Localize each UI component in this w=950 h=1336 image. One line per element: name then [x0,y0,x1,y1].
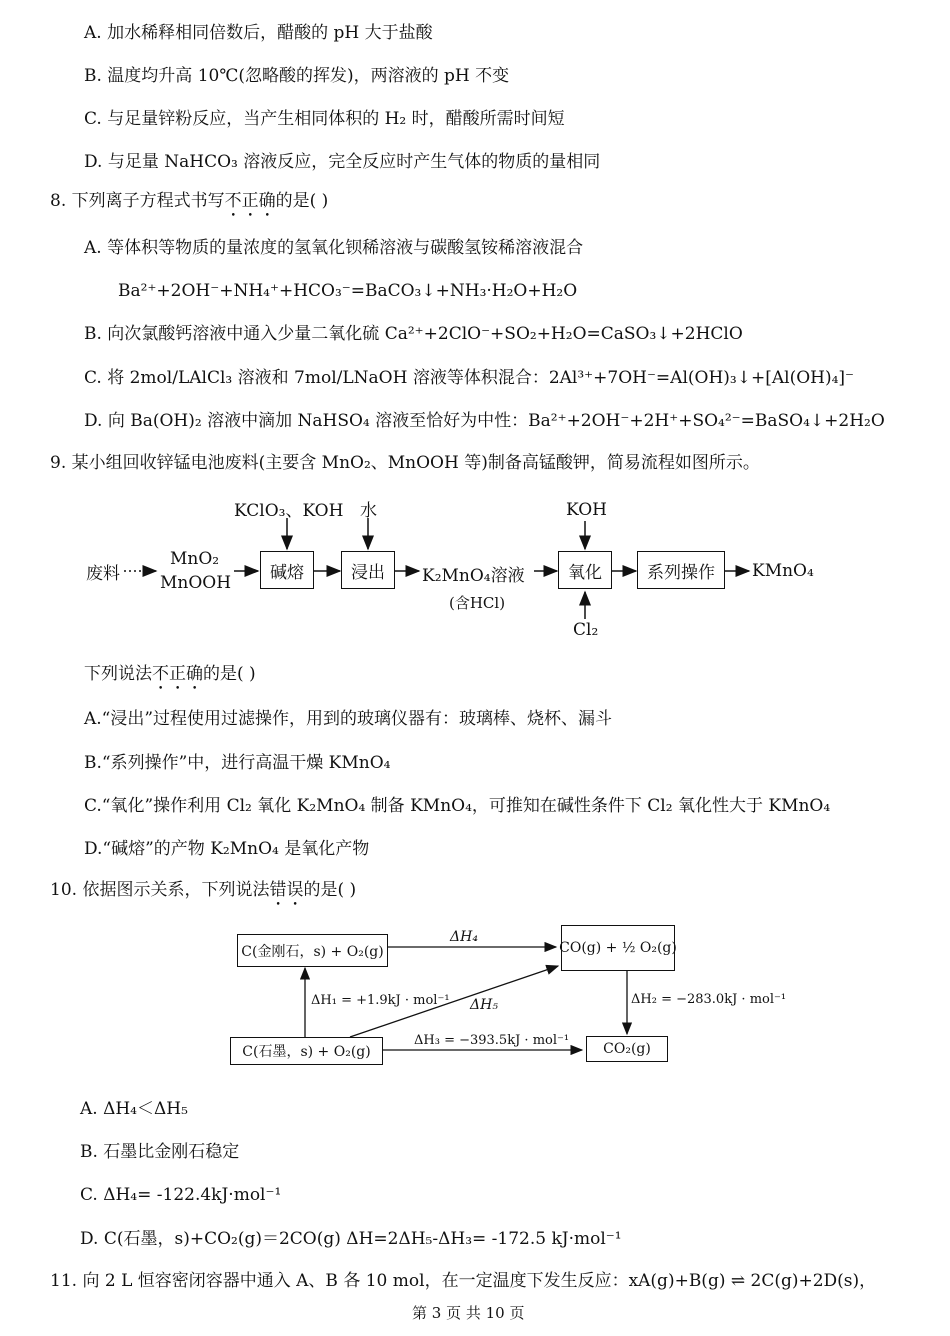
dh5-label: ΔH₅ [470,997,498,1013]
q7-option-c: C. 与足量锌粉反应，当产生相同体积的 H₂ 时，醋酸所需时间短 [84,109,565,129]
kmno4-product-label: KMnO₄ [752,561,814,581]
dh2-label: ΔH₂ = −283.0kJ · mol⁻¹ [631,992,787,1007]
q10-stem: 10. 依据图示关系，下列说法错误的是( ) [50,880,357,900]
alkali-fusion-box: 碱熔 [260,551,314,589]
q9-stem: 9. 某小组回收锌锰电池废料(主要含 MnO₂、MnOOH 等)制备高锰酸钾，简易流程如图所示。 [50,453,760,473]
series-operation-box: 系列操作 [637,551,725,589]
oxidation-box: 氧化 [558,551,612,589]
q8-option-a: A. 等体积等物质的量浓度的氢氧化钡稀溶液与碳酸氢铵稀溶液混合 [84,238,584,258]
waste-label: 废料 [86,564,120,584]
q7-option-b: B. 温度均升高 10℃(忽略酸的挥发)，两溶液的 pH 不变 [84,66,510,86]
hcl-note-label: (含HCl) [449,594,506,612]
q9-option-c: C.“氧化”操作利用 Cl₂ 氧化 K₂MnO₄ 制备 KMnO₄，可推知在碱性条件下 Cl₂ 氧化性大于 KMnO₄ [84,796,831,816]
q10-option-c: C. ΔH₄= -122.4kJ·mol⁻¹ [80,1185,282,1205]
q9-sub-stem: 下列说法不正确的是( ) [84,664,256,684]
q10-option-b: B. 石墨比金刚石稳定 [80,1142,240,1162]
q8-option-d: D. 向 Ba(OH)₂ 溶液中滴加 NaHSO₄ 溶液至恰好为中性：Ba²⁺+2OH⁻+2H⁺+SO₄²⁻=BaSO₄↓+2H₂O [84,411,885,431]
q8-option-c: C. 将 2mol/LAlCl₃ 溶液和 7mol/LNaOH 溶液等体积混合：2Al³⁺+7OH⁻=Al(OH)₃↓+[Al(OH)₄]⁻ [84,368,855,388]
koh-label: KOH [566,500,608,520]
q10-option-a: A. ΔH₄＜ΔH₅ [80,1099,188,1119]
q9-option-b: B.“系列操作”中，进行高温干燥 KMnO₄ [84,753,391,773]
kclo3-koh-label: KClO₃、KOH [234,501,344,521]
dh4-label: ΔH₄ [450,929,478,945]
graphite-box: C(石墨，s) + O₂(g) [230,1037,383,1065]
q10-option-d: D. C(石墨，s)+CO₂(g)＝2CO(g) ΔH=2ΔH₅-ΔH₃= -172.5 kJ·mol⁻¹ [80,1229,622,1249]
q9-option-a: A.“浸出”过程使用过滤操作，用到的玻璃仪器有：玻璃棒、烧杯、漏斗 [84,709,613,729]
q11-stem: 11. 向 2 L 恒容密闭容器中通入 A、B 各 10 mol，在一定温度下发生反应：xA(g)+B(g) ⇌ 2C(g)+2D(s)， [50,1271,877,1291]
q8-option-b: B. 向次氯酸钙溶液中通入少量二氧化硫 Ca²⁺+2ClO⁻+SO₂+H₂O=CaSO₃↓+2HClO [84,324,743,344]
q7-option-d: D. 与足量 NaHCO₃ 溶液反应，完全反应时产生气体的物质的量相同 [84,152,601,172]
water-label: 水 [360,501,377,521]
dh1-label: ΔH₁ = +1.9kJ · mol⁻¹ [311,993,450,1008]
q9-option-d: D.“碱熔”的产物 K₂MnO₄ 是氧化产物 [84,839,370,859]
cl2-label: Cl₂ [573,620,599,640]
q8-stem: 8. 下列离子方程式书写不正确的是( ) [50,191,329,211]
co-box: CO(g) + ½ O₂(g) [561,925,675,971]
leaching-box: 浸出 [341,551,395,589]
diamond-box: C(金刚石，s) + O₂(g) [237,934,388,967]
mno2-label: MnO₂ [170,549,220,569]
q7-option-a: A. 加水稀释相同倍数后，醋酸的 pH 大于盐酸 [84,23,433,43]
co2-box: CO₂(g) [586,1036,668,1062]
mnooh-label: MnOOH [160,573,232,593]
q8-option-a-equation: Ba²⁺+2OH⁻+NH₄⁺+HCO₃⁻=BaCO₃↓+NH₃·H₂O+H₂O [118,281,578,301]
k2mno4-solution-label: K₂MnO₄溶液 [422,566,525,586]
page-footer: 第 3 页 共 10 页 [412,1304,525,1322]
dh3-label: ΔH₃ = −393.5kJ · mol⁻¹ [414,1033,570,1048]
